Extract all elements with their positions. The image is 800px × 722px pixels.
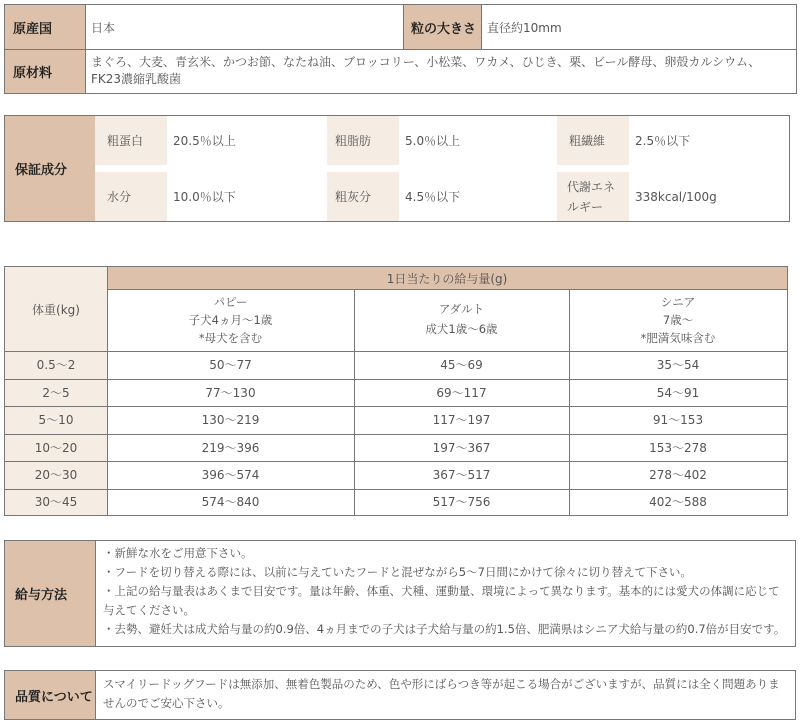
puppy-cell: 50～77	[209, 358, 252, 373]
senior-title: シニア	[660, 295, 696, 309]
method-note: ・去勢、避妊犬は成犬給与量の約0.9倍、4ヵ月までの子犬は子犬給与量の約1.5倍、肥満県はシニア犬給与量の約0.7倍が目安です。	[103, 622, 786, 636]
origin-value: 日本	[91, 20, 116, 35]
guarantee-table	[4, 115, 790, 222]
size-label: 粒の大きさ	[403, 5, 481, 49]
adult-cell: 367～517	[432, 468, 491, 483]
puppy-cell: 574～840	[201, 495, 260, 510]
guarantee-name-protein: 粗蛋白	[95, 116, 167, 165]
guarantee-value-energy: 338kcal/100g	[635, 189, 717, 204]
method-note: ・フードを切り替える際には、以前に与えていたフードと混ぜながら5～7日間にかけて徐々に切り替えて下さい。	[103, 565, 692, 579]
table-row	[5, 379, 787, 407]
table-row	[5, 434, 787, 462]
guarantee-value-ash: 4.5％以下	[405, 190, 461, 204]
table-row	[5, 489, 787, 516]
puppy-cell: 130～219	[201, 413, 260, 428]
column-senior-header	[569, 289, 787, 351]
column-adult-header	[354, 289, 569, 351]
daily-amount-header: 1日当たりの給与量(g)	[107, 267, 787, 289]
puppy-age: 子犬4ヵ月～1歳	[188, 313, 273, 327]
adult-age: 成犬1歳～6歳	[425, 322, 498, 336]
method-note: ・新鮮な水をご用意下さい。	[103, 546, 253, 560]
adult-cell: 117～197	[432, 413, 491, 428]
senior-cell: 402～588	[649, 495, 707, 510]
puppy-cell: 396～574	[201, 468, 260, 483]
adult-cell: 69～117	[436, 385, 487, 400]
weight-cell: 2～5	[5, 379, 107, 407]
guarantee-value-moisture: 10.0％以下	[173, 190, 236, 204]
puppy-cell: 219～396	[201, 440, 260, 455]
guarantee-name-fat: 粗脂肪	[327, 116, 399, 165]
guarantee-name-ash: 粗灰分	[327, 172, 399, 221]
table-row	[5, 406, 787, 434]
senior-cell: 35～54	[656, 358, 700, 373]
basic-info-table	[4, 4, 797, 94]
size-value: 直径約10mm	[487, 20, 562, 35]
senior-cell: 54～91	[656, 385, 700, 400]
method-notes	[103, 544, 791, 639]
adult-cell: 197～367	[432, 440, 491, 455]
puppy-cell: 77～130	[205, 385, 256, 400]
column-puppy-header	[107, 289, 354, 351]
origin-label: 原産国	[5, 5, 85, 49]
feeding-table	[4, 266, 788, 516]
weight-cell: 5～10	[5, 406, 107, 434]
quality-text: スマイリードッグフードは無添加、無着色製品のため、色や形にばらつき等が起こる場合がございますが、品質には全く問題ありませんのでご安心下さい。	[103, 677, 780, 710]
weight-cell: 30～45	[5, 489, 107, 516]
adult-cell: 45～69	[440, 358, 483, 373]
weight-cell: 0.5～2	[5, 351, 107, 379]
ingredients-label: 原材料	[5, 49, 85, 93]
weight-cell: 20～30	[5, 461, 107, 489]
quality-table	[4, 670, 796, 720]
method-note: ・上記の給与量表はあくまで目安です。量は年齢、体重、犬種、運動量、環境によって異なります。基本的には愛犬の体調に応じて与えてください。	[103, 584, 780, 617]
guarantee-name-energy: 代謝エネルギー	[557, 172, 629, 221]
guarantee-value-fat: 5.0％以上	[405, 134, 461, 148]
ingredients-value: まぐろ、大麦、青玄米、かつお節、なたね油、ブロッコリー、小松菜、ワカメ、ひじき、栗、ビール酵母、卵殻カルシウム、FK23濃縮乳酸菌	[91, 55, 761, 86]
senior-cell: 153～278	[649, 440, 707, 455]
puppy-title: パピー	[213, 295, 248, 309]
guarantee-name-fiber: 粗繊維	[557, 116, 629, 165]
senior-note: *肥満気味含む	[640, 331, 716, 345]
senior-cell: 91～153	[652, 413, 704, 428]
adult-title: アダルト	[438, 302, 485, 316]
adult-cell: 517～756	[432, 495, 491, 510]
guarantee-value-protein: 20.5％以上	[173, 134, 236, 148]
puppy-note: *母犬を含む	[198, 331, 263, 345]
feeding-method-table	[4, 540, 796, 647]
weight-header: 体重(kg)	[5, 267, 107, 351]
guarantee-name-moisture: 水分	[95, 172, 167, 221]
method-label: 給与方法	[5, 541, 95, 646]
table-row	[5, 461, 787, 489]
senior-age: 7歳～	[662, 313, 694, 327]
weight-cell: 10～20	[5, 434, 107, 462]
guarantee-value-fiber: 2.5％以下	[635, 134, 691, 148]
guarantee-label: 保証成分	[5, 116, 95, 221]
quality-label: 品質について	[5, 671, 95, 719]
table-row	[5, 351, 787, 379]
senior-cell: 278～402	[649, 468, 707, 483]
